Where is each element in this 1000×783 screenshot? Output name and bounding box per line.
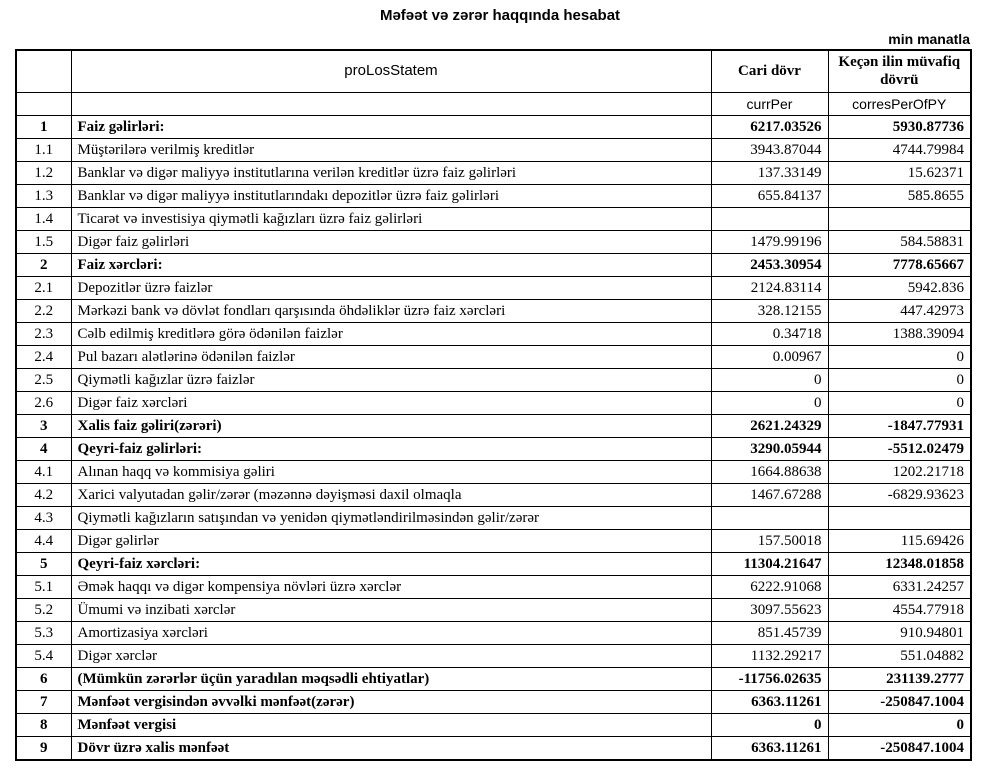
row-number: 2 <box>16 253 71 276</box>
row-number: 5.3 <box>16 621 71 644</box>
table-row <box>16 598 971 621</box>
prior-period-value: 0 <box>828 391 971 414</box>
current-period-value: 0 <box>711 713 828 736</box>
row-label: Pul bazarı alətlərinə ödənilən faizlər <box>71 345 711 368</box>
row-number: 5.4 <box>16 644 71 667</box>
current-period-value: 1132.29217 <box>711 644 828 667</box>
current-period-value: 157.50018 <box>711 529 828 552</box>
table-row <box>16 460 971 483</box>
table-row <box>16 368 971 391</box>
table-row <box>16 529 971 552</box>
current-period-value <box>711 207 828 230</box>
row-number: 2.1 <box>16 276 71 299</box>
table-row <box>16 253 971 276</box>
table-row <box>16 736 971 760</box>
row-label: Mənfəət vergisindən əvvəlki mənfəət(zərər) <box>71 690 711 713</box>
row-number: 1.2 <box>16 161 71 184</box>
unit-note: min manatla <box>888 31 970 47</box>
prior-period-value: 0 <box>828 345 971 368</box>
header-statement-name: proLosStatem <box>71 50 711 92</box>
current-period-value: 0 <box>711 391 828 414</box>
current-period-value: 137.33149 <box>711 161 828 184</box>
prior-period-value: 5930.87736 <box>828 115 971 138</box>
current-period-value: 1479.99196 <box>711 230 828 253</box>
table-row <box>16 667 971 690</box>
current-period-value: 3943.87044 <box>711 138 828 161</box>
row-number: 1.1 <box>16 138 71 161</box>
row-number: 9 <box>16 736 71 760</box>
table-row <box>16 322 971 345</box>
prior-period-value: 1388.39094 <box>828 322 971 345</box>
row-label: Cəlb edilmiş kreditlərə görə ödənilən faizlər <box>71 322 711 345</box>
table-row <box>16 552 971 575</box>
current-period-value: 1467.67288 <box>711 483 828 506</box>
prior-period-value: 7778.65667 <box>828 253 971 276</box>
table-row <box>16 391 971 414</box>
prior-period-value: 0 <box>828 713 971 736</box>
row-label: Depozitlər üzrə faizlər <box>71 276 711 299</box>
row-label: Faiz xərcləri: <box>71 253 711 276</box>
prior-period-value: 4744.79984 <box>828 138 971 161</box>
row-label: Əmək haqqı və digər kompensiya növləri üzrə xərclər <box>71 575 711 598</box>
table-row <box>16 115 971 138</box>
current-period-value: 2621.24329 <box>711 414 828 437</box>
table-body <box>16 115 971 760</box>
header-prior-field: corresPerOfPY <box>828 92 971 115</box>
header-empty-cell <box>16 50 71 92</box>
header-prior-period: Keçən ilin müvafiq dövrü <box>828 50 971 92</box>
prior-period-value: 15.62371 <box>828 161 971 184</box>
table-row <box>16 184 971 207</box>
prior-period-value: 115.69426 <box>828 529 971 552</box>
table-row <box>16 506 971 529</box>
current-period-value: 0 <box>711 368 828 391</box>
table-row <box>16 345 971 368</box>
table-row <box>16 299 971 322</box>
row-number: 3 <box>16 414 71 437</box>
row-number: 5 <box>16 552 71 575</box>
table-row <box>16 483 971 506</box>
row-number: 2.3 <box>16 322 71 345</box>
row-number: 8 <box>16 713 71 736</box>
table-row <box>16 207 971 230</box>
row-label: Digər xərclər <box>71 644 711 667</box>
row-label: Xalis faiz gəliri(zərəri) <box>71 414 711 437</box>
row-number: 4.4 <box>16 529 71 552</box>
prior-period-value <box>828 207 971 230</box>
current-period-value: 1664.88638 <box>711 460 828 483</box>
current-period-value: 0.34718 <box>711 322 828 345</box>
row-label: Banklar və digər maliyyə institutlarındakı depozitlər üzrə faiz gəlirləri <box>71 184 711 207</box>
prior-period-value: 231139.2777 <box>828 667 971 690</box>
row-label: Amortizasiya xərcləri <box>71 621 711 644</box>
current-period-value: 3097.55623 <box>711 598 828 621</box>
current-period-value: 0.00967 <box>711 345 828 368</box>
prior-period-value: 1202.21718 <box>828 460 971 483</box>
row-number: 1 <box>16 115 71 138</box>
row-number: 1.4 <box>16 207 71 230</box>
current-period-value: 2453.30954 <box>711 253 828 276</box>
row-label: Digər faiz gəlirləri <box>71 230 711 253</box>
row-number: 1.3 <box>16 184 71 207</box>
row-number: 4.1 <box>16 460 71 483</box>
current-period-value: 6217.03526 <box>711 115 828 138</box>
row-number: 7 <box>16 690 71 713</box>
table-row <box>16 644 971 667</box>
prior-period-value: 12348.01858 <box>828 552 971 575</box>
row-label: Digər faiz xərcləri <box>71 391 711 414</box>
current-period-value <box>711 506 828 529</box>
row-number: 4.3 <box>16 506 71 529</box>
current-period-value: 328.12155 <box>711 299 828 322</box>
current-period-value: 851.45739 <box>711 621 828 644</box>
current-period-value: 655.84137 <box>711 184 828 207</box>
prior-period-value: 585.8655 <box>828 184 971 207</box>
row-label: Faiz gəlirləri: <box>71 115 711 138</box>
header-empty-cell <box>16 92 71 115</box>
prior-period-value: -5512.02479 <box>828 437 971 460</box>
header-row-main <box>16 50 971 92</box>
prior-period-value: 4554.77918 <box>828 598 971 621</box>
prior-period-value: 0 <box>828 368 971 391</box>
table-row <box>16 230 971 253</box>
row-number: 5.1 <box>16 575 71 598</box>
row-label: Qeyri-faiz gəlirləri: <box>71 437 711 460</box>
row-number: 4 <box>16 437 71 460</box>
current-period-value: -11756.02635 <box>711 667 828 690</box>
row-number: 6 <box>16 667 71 690</box>
prior-period-value <box>828 506 971 529</box>
prior-period-value: -6829.93623 <box>828 483 971 506</box>
row-label: Banklar və digər maliyyə institutlarına verilən kreditlər üzrə faiz gəlirləri <box>71 161 711 184</box>
prior-period-value: -1847.77931 <box>828 414 971 437</box>
prior-period-value: 910.94801 <box>828 621 971 644</box>
row-number: 2.4 <box>16 345 71 368</box>
header-row-fields <box>16 92 971 115</box>
row-label: Ticarət və investisiya qiymətli kağızları üzrə faiz gəlirləri <box>71 207 711 230</box>
header-current-field: currPer <box>711 92 828 115</box>
row-label: Alınan haqq və kommisiya gəliri <box>71 460 711 483</box>
table-row <box>16 713 971 736</box>
current-period-value: 3290.05944 <box>711 437 828 460</box>
table-row <box>16 161 971 184</box>
table-row <box>16 138 971 161</box>
row-label: Xarici valyutadan gəlir/zərər (məzənnə dəyişməsi daxil olmaqla <box>71 483 711 506</box>
prior-period-value: 447.42973 <box>828 299 971 322</box>
current-period-value: 6363.11261 <box>711 690 828 713</box>
row-label: Mərkəzi bank və dövlət fondları qarşısında öhdəliklər üzrə faiz xərcləri <box>71 299 711 322</box>
row-label: Mənfəət vergisi <box>71 713 711 736</box>
row-number: 2.6 <box>16 391 71 414</box>
table-row <box>16 437 971 460</box>
row-label: Digər gəlirlər <box>71 529 711 552</box>
prior-period-value: -250847.1004 <box>828 736 971 760</box>
current-period-value: 2124.83114 <box>711 276 828 299</box>
table-row <box>16 621 971 644</box>
current-period-value: 6222.91068 <box>711 575 828 598</box>
row-label: Qeyri-faiz xərcləri: <box>71 552 711 575</box>
row-number: 5.2 <box>16 598 71 621</box>
header-empty-cell <box>71 92 711 115</box>
row-label: Dövr üzrə xalis mənfəət <box>71 736 711 760</box>
table-row <box>16 690 971 713</box>
row-number: 1.5 <box>16 230 71 253</box>
prior-period-value: 5942.836 <box>828 276 971 299</box>
prior-period-value: -250847.1004 <box>828 690 971 713</box>
table-row <box>16 276 971 299</box>
row-label: Müştərilərə verilmiş kreditlər <box>71 138 711 161</box>
page-title: Məfəət və zərər haqqında hesabat <box>379 7 621 24</box>
current-period-value: 6363.11261 <box>711 736 828 760</box>
row-label: (Mümkün zərərlər üçün yaradılan məqsədli ehtiyatlar) <box>71 667 711 690</box>
table-row <box>16 575 971 598</box>
prior-period-value: 6331.24257 <box>828 575 971 598</box>
row-number: 2.2 <box>16 299 71 322</box>
profit-loss-table <box>15 49 972 761</box>
row-label: Qiymətli kağızların satışından və yenidən qiymətləndirilməsindən gəlir/zərər <box>71 506 711 529</box>
table-row <box>16 414 971 437</box>
row-label: Ümumi və inzibati xərclər <box>71 598 711 621</box>
row-number: 2.5 <box>16 368 71 391</box>
prior-period-value: 584.58831 <box>828 230 971 253</box>
header-current-period: Cari dövr <box>711 50 828 92</box>
row-label: Qiymətli kağızlar üzrə faizlər <box>71 368 711 391</box>
row-number: 4.2 <box>16 483 71 506</box>
current-period-value: 11304.21647 <box>711 552 828 575</box>
prior-period-value: 551.04882 <box>828 644 971 667</box>
